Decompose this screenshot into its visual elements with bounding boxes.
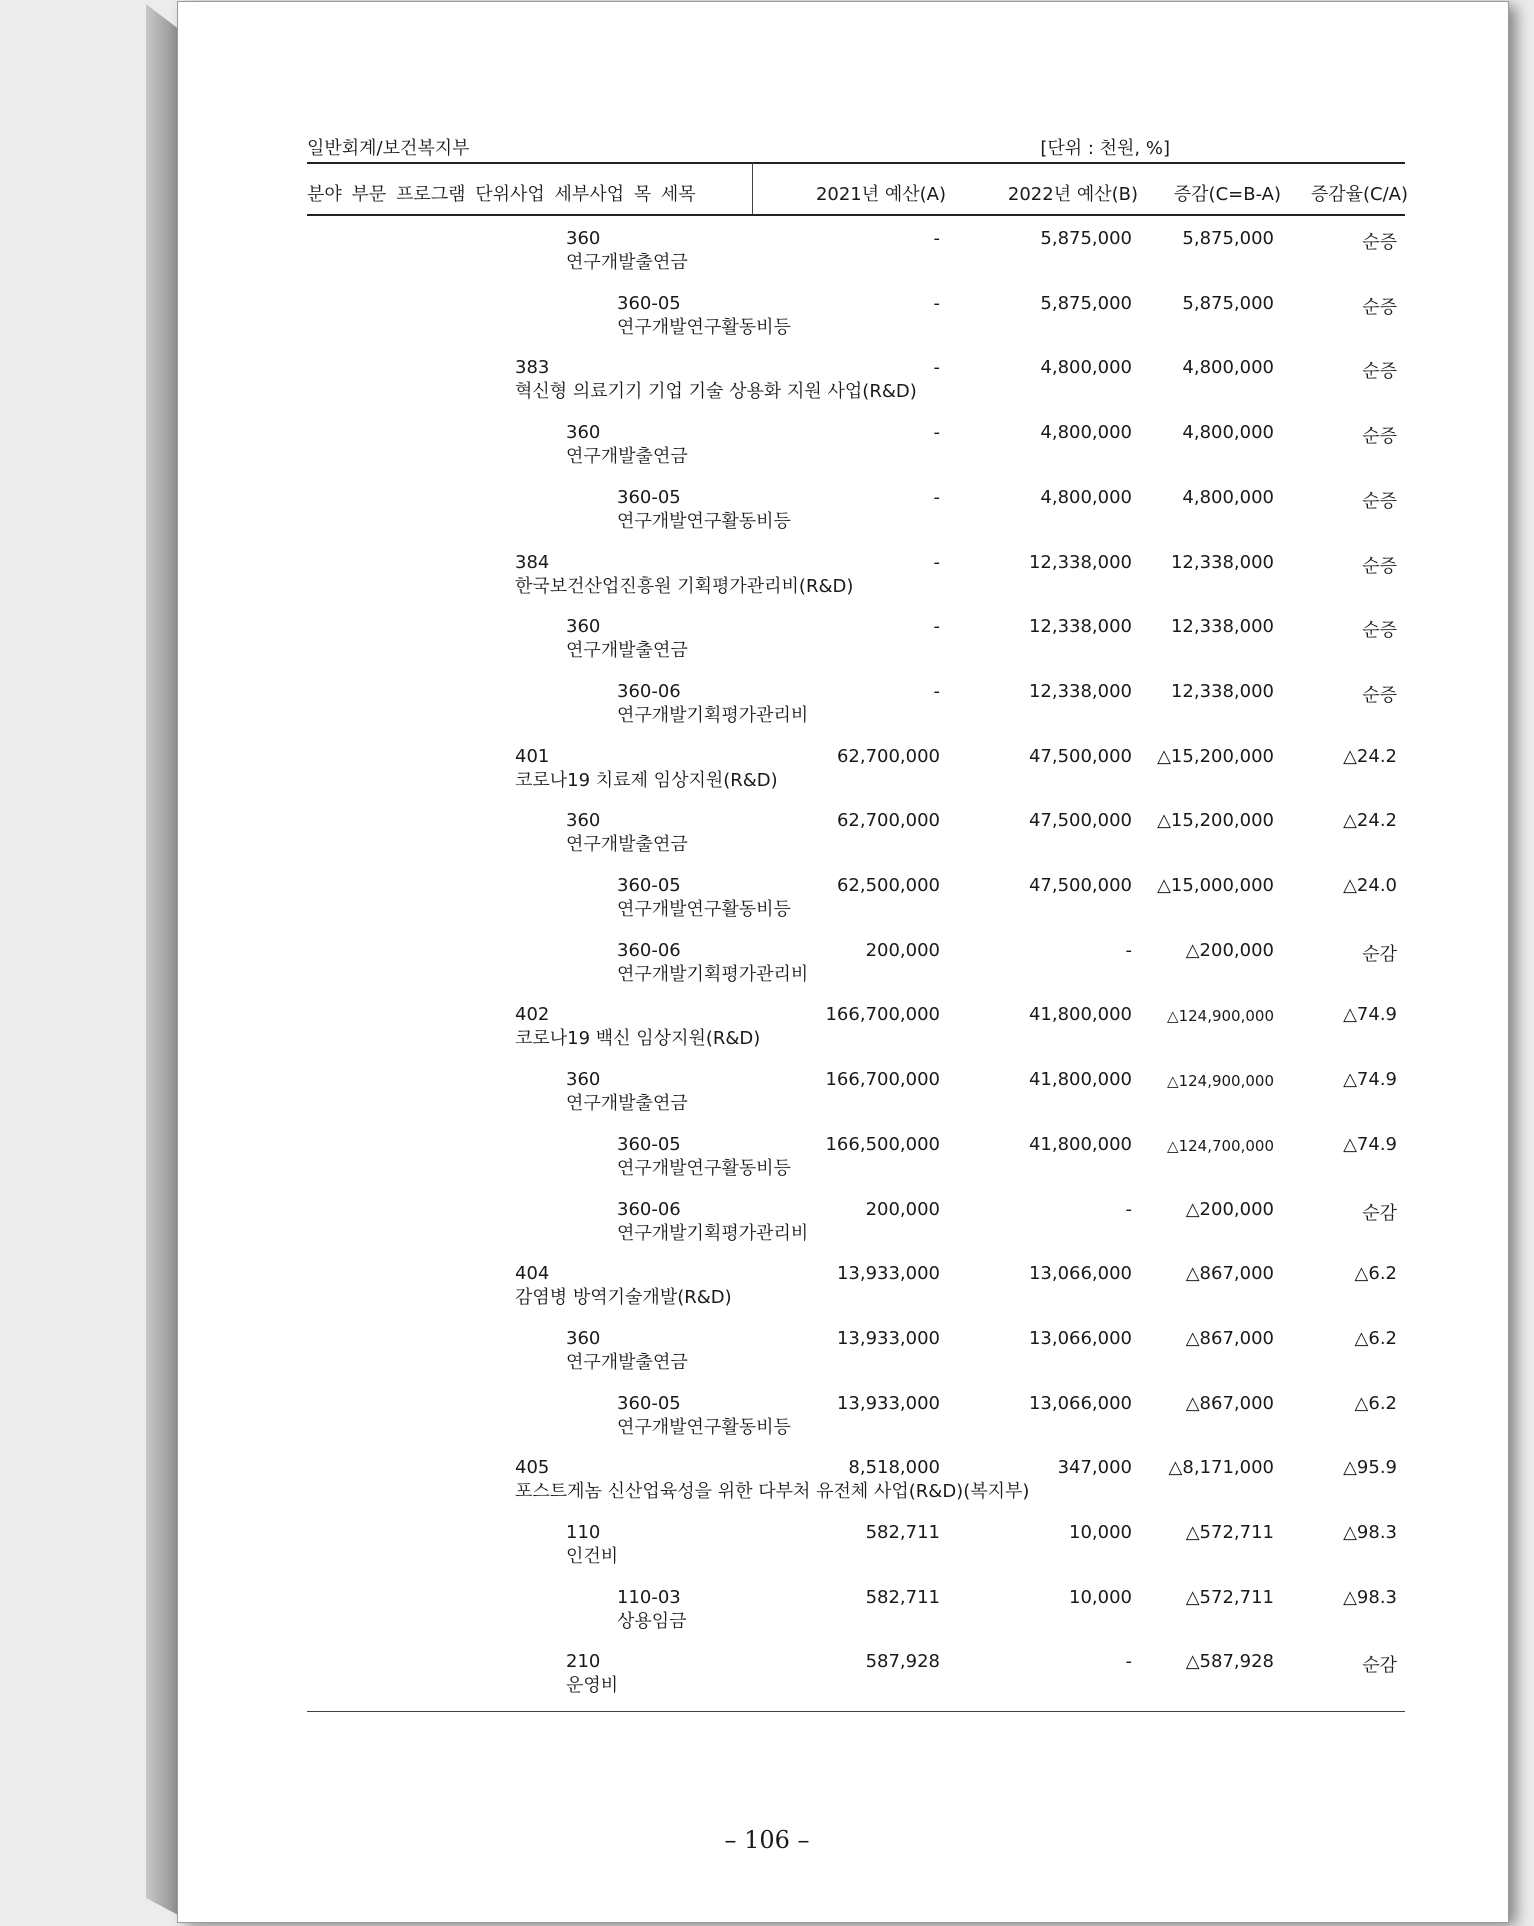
row-change: △867,000 xyxy=(1185,1392,1274,1414)
table-row xyxy=(0,940,1534,1000)
row-code: 383 xyxy=(515,357,550,379)
row-change-rate: △95.9 xyxy=(1343,1457,1397,1479)
table-row xyxy=(0,422,1534,482)
row-2021-budget: 587,928 xyxy=(865,1651,940,1673)
account-title: 일반회계/보건복지부 xyxy=(307,138,470,159)
row-2022-budget: 12,338,000 xyxy=(1028,680,1132,702)
row-name: 연구개발연구활동비등 xyxy=(617,316,791,338)
row-2021-budget: 13,933,000 xyxy=(836,1263,940,1285)
row-change-rate: △24.2 xyxy=(1343,745,1397,767)
row-2022-budget: 4,800,000 xyxy=(1040,486,1132,508)
table-row xyxy=(0,746,1534,806)
row-code: 384 xyxy=(515,551,550,573)
table-row xyxy=(0,1004,1534,1064)
row-change-rate: 순감 xyxy=(1362,1202,1397,1224)
row-name: 연구개발기획평가관리비 xyxy=(617,704,809,726)
table-row xyxy=(0,1134,1534,1194)
row-2022-budget: 41,800,000 xyxy=(1028,1133,1132,1155)
row-name: 연구개발연구활동비등 xyxy=(617,1157,791,1179)
row-2021-budget: 62,700,000 xyxy=(836,745,940,767)
row-2022-budget: 47,500,000 xyxy=(1028,875,1132,896)
row-change: △200,000 xyxy=(1185,1198,1274,1220)
row-change: 4,800,000 xyxy=(1182,422,1274,444)
row-code: 360 xyxy=(566,1069,601,1091)
row-code: 110-03 xyxy=(617,1586,681,1608)
row-change: △124,900,000 xyxy=(1167,1072,1274,1091)
row-2022-budget: 4,800,000 xyxy=(1040,422,1132,444)
row-change-rate: 순증 xyxy=(1362,684,1397,706)
row-change: 4,800,000 xyxy=(1182,486,1274,508)
row-change: 5,875,000 xyxy=(1182,228,1274,249)
row-2022-budget: 10,000 xyxy=(1069,1522,1132,1543)
row-2021-budget: - xyxy=(933,228,940,249)
table-row xyxy=(0,1328,1534,1388)
row-code: 360 xyxy=(566,616,601,638)
row-change-rate: △98.3 xyxy=(1343,1586,1397,1608)
table-row xyxy=(0,681,1534,741)
row-change: 5,875,000 xyxy=(1182,292,1274,314)
row-code: 360-06 xyxy=(617,680,681,702)
row-code: 360 xyxy=(566,810,601,832)
row-change: △15,200,000 xyxy=(1157,810,1274,832)
row-2022-budget: 13,066,000 xyxy=(1028,1263,1132,1285)
row-name: 코로나19 백신 임상지원(R&D) xyxy=(515,1028,761,1050)
row-2021-budget: 166,500,000 xyxy=(825,1133,940,1155)
table-row xyxy=(0,616,1534,676)
row-change-rate: 순증 xyxy=(1362,490,1397,512)
row-name: 코로나19 치료제 임상지원(R&D) xyxy=(515,769,778,791)
column-header-change-rate: 증감율(C/A) xyxy=(1310,184,1408,205)
row-code: 360 xyxy=(566,228,601,249)
row-change-rate: 순증 xyxy=(1362,555,1397,577)
row-change: △867,000 xyxy=(1185,1263,1274,1285)
row-change: △124,900,000 xyxy=(1167,1007,1274,1026)
table-row xyxy=(0,357,1534,417)
row-code: 402 xyxy=(515,1004,550,1026)
row-code: 360-05 xyxy=(617,292,681,314)
row-name: 한국보건산업진흥원 기획평가관리비(R&D) xyxy=(515,575,854,597)
row-change-rate: △74.9 xyxy=(1343,1133,1397,1155)
row-2021-budget: 8,518,000 xyxy=(848,1457,940,1479)
row-2022-budget: 5,875,000 xyxy=(1040,228,1132,249)
row-2022-budget: 12,338,000 xyxy=(1028,616,1132,638)
row-2022-budget: 347,000 xyxy=(1057,1457,1132,1479)
row-change-rate: △24.0 xyxy=(1343,875,1397,896)
row-2022-budget: - xyxy=(1125,1198,1132,1220)
row-change: △200,000 xyxy=(1185,939,1274,961)
row-2021-budget: - xyxy=(933,357,940,379)
row-name: 포스트게놈 신산업육성을 위한 다부처 유전체 사업(R&D)(복지부) xyxy=(515,1481,1030,1503)
row-change: △587,928 xyxy=(1185,1651,1274,1673)
row-2021-budget: - xyxy=(933,292,940,314)
row-name: 연구개발출연금 xyxy=(566,252,688,273)
row-2022-budget: 13,066,000 xyxy=(1028,1392,1132,1414)
row-2021-budget: - xyxy=(933,486,940,508)
column-header-change: 증감(C=B-A) xyxy=(1173,184,1281,205)
row-name: 연구개발출연금 xyxy=(566,1351,688,1373)
row-change-rate: △6.2 xyxy=(1354,1327,1397,1349)
row-name: 연구개발연구활동비등 xyxy=(617,1416,791,1438)
row-name: 감염병 방역기술개발(R&D) xyxy=(515,1287,732,1309)
table-row xyxy=(0,1522,1534,1582)
table-row xyxy=(0,1199,1534,1259)
table-row xyxy=(0,228,1534,288)
row-2021-budget: 62,700,000 xyxy=(836,810,940,832)
table-row xyxy=(0,1457,1534,1517)
column-header-2021-budget: 2021년 예산(A) xyxy=(815,184,946,205)
row-2022-budget: 5,875,000 xyxy=(1040,292,1132,314)
row-name: 상용임금 xyxy=(617,1610,687,1632)
row-change: 4,800,000 xyxy=(1182,357,1274,379)
row-2021-budget: - xyxy=(933,616,940,638)
row-2022-budget: - xyxy=(1125,1651,1132,1673)
table-row xyxy=(0,1263,1534,1323)
row-code: 210 xyxy=(566,1651,601,1673)
row-2021-budget: 62,500,000 xyxy=(836,875,940,896)
table-row xyxy=(0,875,1534,935)
row-2022-budget: - xyxy=(1125,939,1132,961)
row-change-rate: 순증 xyxy=(1362,232,1397,253)
row-change-rate: △6.2 xyxy=(1354,1392,1397,1414)
row-name: 연구개발기획평가관리비 xyxy=(617,1222,809,1244)
header-column-divider xyxy=(752,163,753,215)
row-change: △867,000 xyxy=(1185,1327,1274,1349)
row-name: 운영비 xyxy=(566,1675,619,1697)
row-2022-budget: 13,066,000 xyxy=(1028,1327,1132,1349)
row-change-rate: 순증 xyxy=(1362,361,1397,383)
column-header-hierarchy: 분야 부문 프로그램 단위사업 세부사업 목 세목 xyxy=(307,184,696,205)
row-2021-budget: - xyxy=(933,551,940,573)
row-change-rate: 순감 xyxy=(1362,1655,1397,1677)
row-name: 연구개발기획평가관리비 xyxy=(617,963,809,985)
table-header-rule xyxy=(307,214,1405,216)
row-change: △8,171,000 xyxy=(1168,1457,1274,1479)
row-code: 404 xyxy=(515,1263,550,1285)
row-name: 인건비 xyxy=(566,1546,619,1567)
row-name: 연구개발출연금 xyxy=(566,834,688,856)
row-2022-budget: 10,000 xyxy=(1069,1586,1132,1608)
row-change: △15,000,000 xyxy=(1157,875,1274,896)
table-row xyxy=(0,552,1534,612)
table-row xyxy=(0,1069,1534,1129)
row-change: △572,711 xyxy=(1185,1586,1274,1608)
row-name: 연구개발출연금 xyxy=(566,446,688,468)
row-2021-budget: 200,000 xyxy=(865,1198,940,1220)
row-change: △572,711 xyxy=(1185,1522,1274,1543)
row-2022-budget: 47,500,000 xyxy=(1028,745,1132,767)
table-row xyxy=(0,293,1534,353)
row-2021-budget: - xyxy=(933,422,940,444)
row-change-rate: △24.2 xyxy=(1343,810,1397,832)
row-name: 연구개발연구활동비등 xyxy=(617,510,791,532)
page-number: – 106 – xyxy=(724,1826,810,1854)
row-2022-budget: 41,800,000 xyxy=(1028,1069,1132,1091)
row-change-rate: 순증 xyxy=(1362,620,1397,642)
table-top-rule xyxy=(307,162,1405,164)
row-2021-budget: 166,700,000 xyxy=(825,1004,940,1026)
row-name: 연구개발출연금 xyxy=(566,640,688,662)
table-row xyxy=(0,1393,1534,1453)
row-change-rate: 순감 xyxy=(1362,943,1397,965)
table-row xyxy=(0,487,1534,547)
row-change-rate: △74.9 xyxy=(1343,1004,1397,1026)
unit-label: [단위 : 천원, %] xyxy=(1040,138,1170,159)
row-name: 혁신형 의료기기 기업 기술 상용화 지원 사업(R&D) xyxy=(515,381,917,403)
column-header-2022-budget: 2022년 예산(B) xyxy=(1007,184,1138,205)
row-code: 360-05 xyxy=(617,875,681,896)
row-change-rate: 순증 xyxy=(1362,426,1397,448)
row-2021-budget: 13,933,000 xyxy=(836,1327,940,1349)
row-2021-budget: 200,000 xyxy=(865,939,940,961)
row-change: 12,338,000 xyxy=(1170,616,1274,638)
row-2021-budget: 582,711 xyxy=(865,1522,940,1543)
row-change-rate: △98.3 xyxy=(1343,1522,1397,1543)
row-2021-budget: - xyxy=(933,680,940,702)
row-2022-budget: 41,800,000 xyxy=(1028,1004,1132,1026)
table-row xyxy=(0,810,1534,870)
table-row xyxy=(0,1651,1534,1711)
row-2022-budget: 47,500,000 xyxy=(1028,810,1132,832)
row-name: 연구개발연구활동비등 xyxy=(617,899,791,920)
row-2021-budget: 13,933,000 xyxy=(836,1392,940,1414)
row-2021-budget: 166,700,000 xyxy=(825,1069,940,1091)
row-code: 360-06 xyxy=(617,939,681,961)
row-code: 360-05 xyxy=(617,1133,681,1155)
row-code: 360-05 xyxy=(617,486,681,508)
row-change-rate: △6.2 xyxy=(1354,1263,1397,1285)
row-2021-budget: 582,711 xyxy=(865,1586,940,1608)
row-code: 405 xyxy=(515,1457,550,1479)
row-change: △124,700,000 xyxy=(1167,1136,1274,1155)
row-2022-budget: 12,338,000 xyxy=(1028,551,1132,573)
row-name: 연구개발출연금 xyxy=(566,1093,688,1115)
row-change: △15,200,000 xyxy=(1157,745,1274,767)
row-code: 110 xyxy=(566,1522,601,1543)
table-row xyxy=(0,1587,1534,1647)
row-2022-budget: 4,800,000 xyxy=(1040,357,1132,379)
table-bottom-rule xyxy=(307,1711,1405,1712)
row-code: 360-06 xyxy=(617,1198,681,1220)
row-change: 12,338,000 xyxy=(1170,551,1274,573)
row-code: 401 xyxy=(515,745,550,767)
row-code: 360 xyxy=(566,422,601,444)
row-code: 360 xyxy=(566,1327,601,1349)
row-change-rate: 순증 xyxy=(1362,296,1397,318)
row-code: 360-05 xyxy=(617,1392,681,1414)
row-change: 12,338,000 xyxy=(1170,680,1274,702)
row-change-rate: △74.9 xyxy=(1343,1069,1397,1091)
